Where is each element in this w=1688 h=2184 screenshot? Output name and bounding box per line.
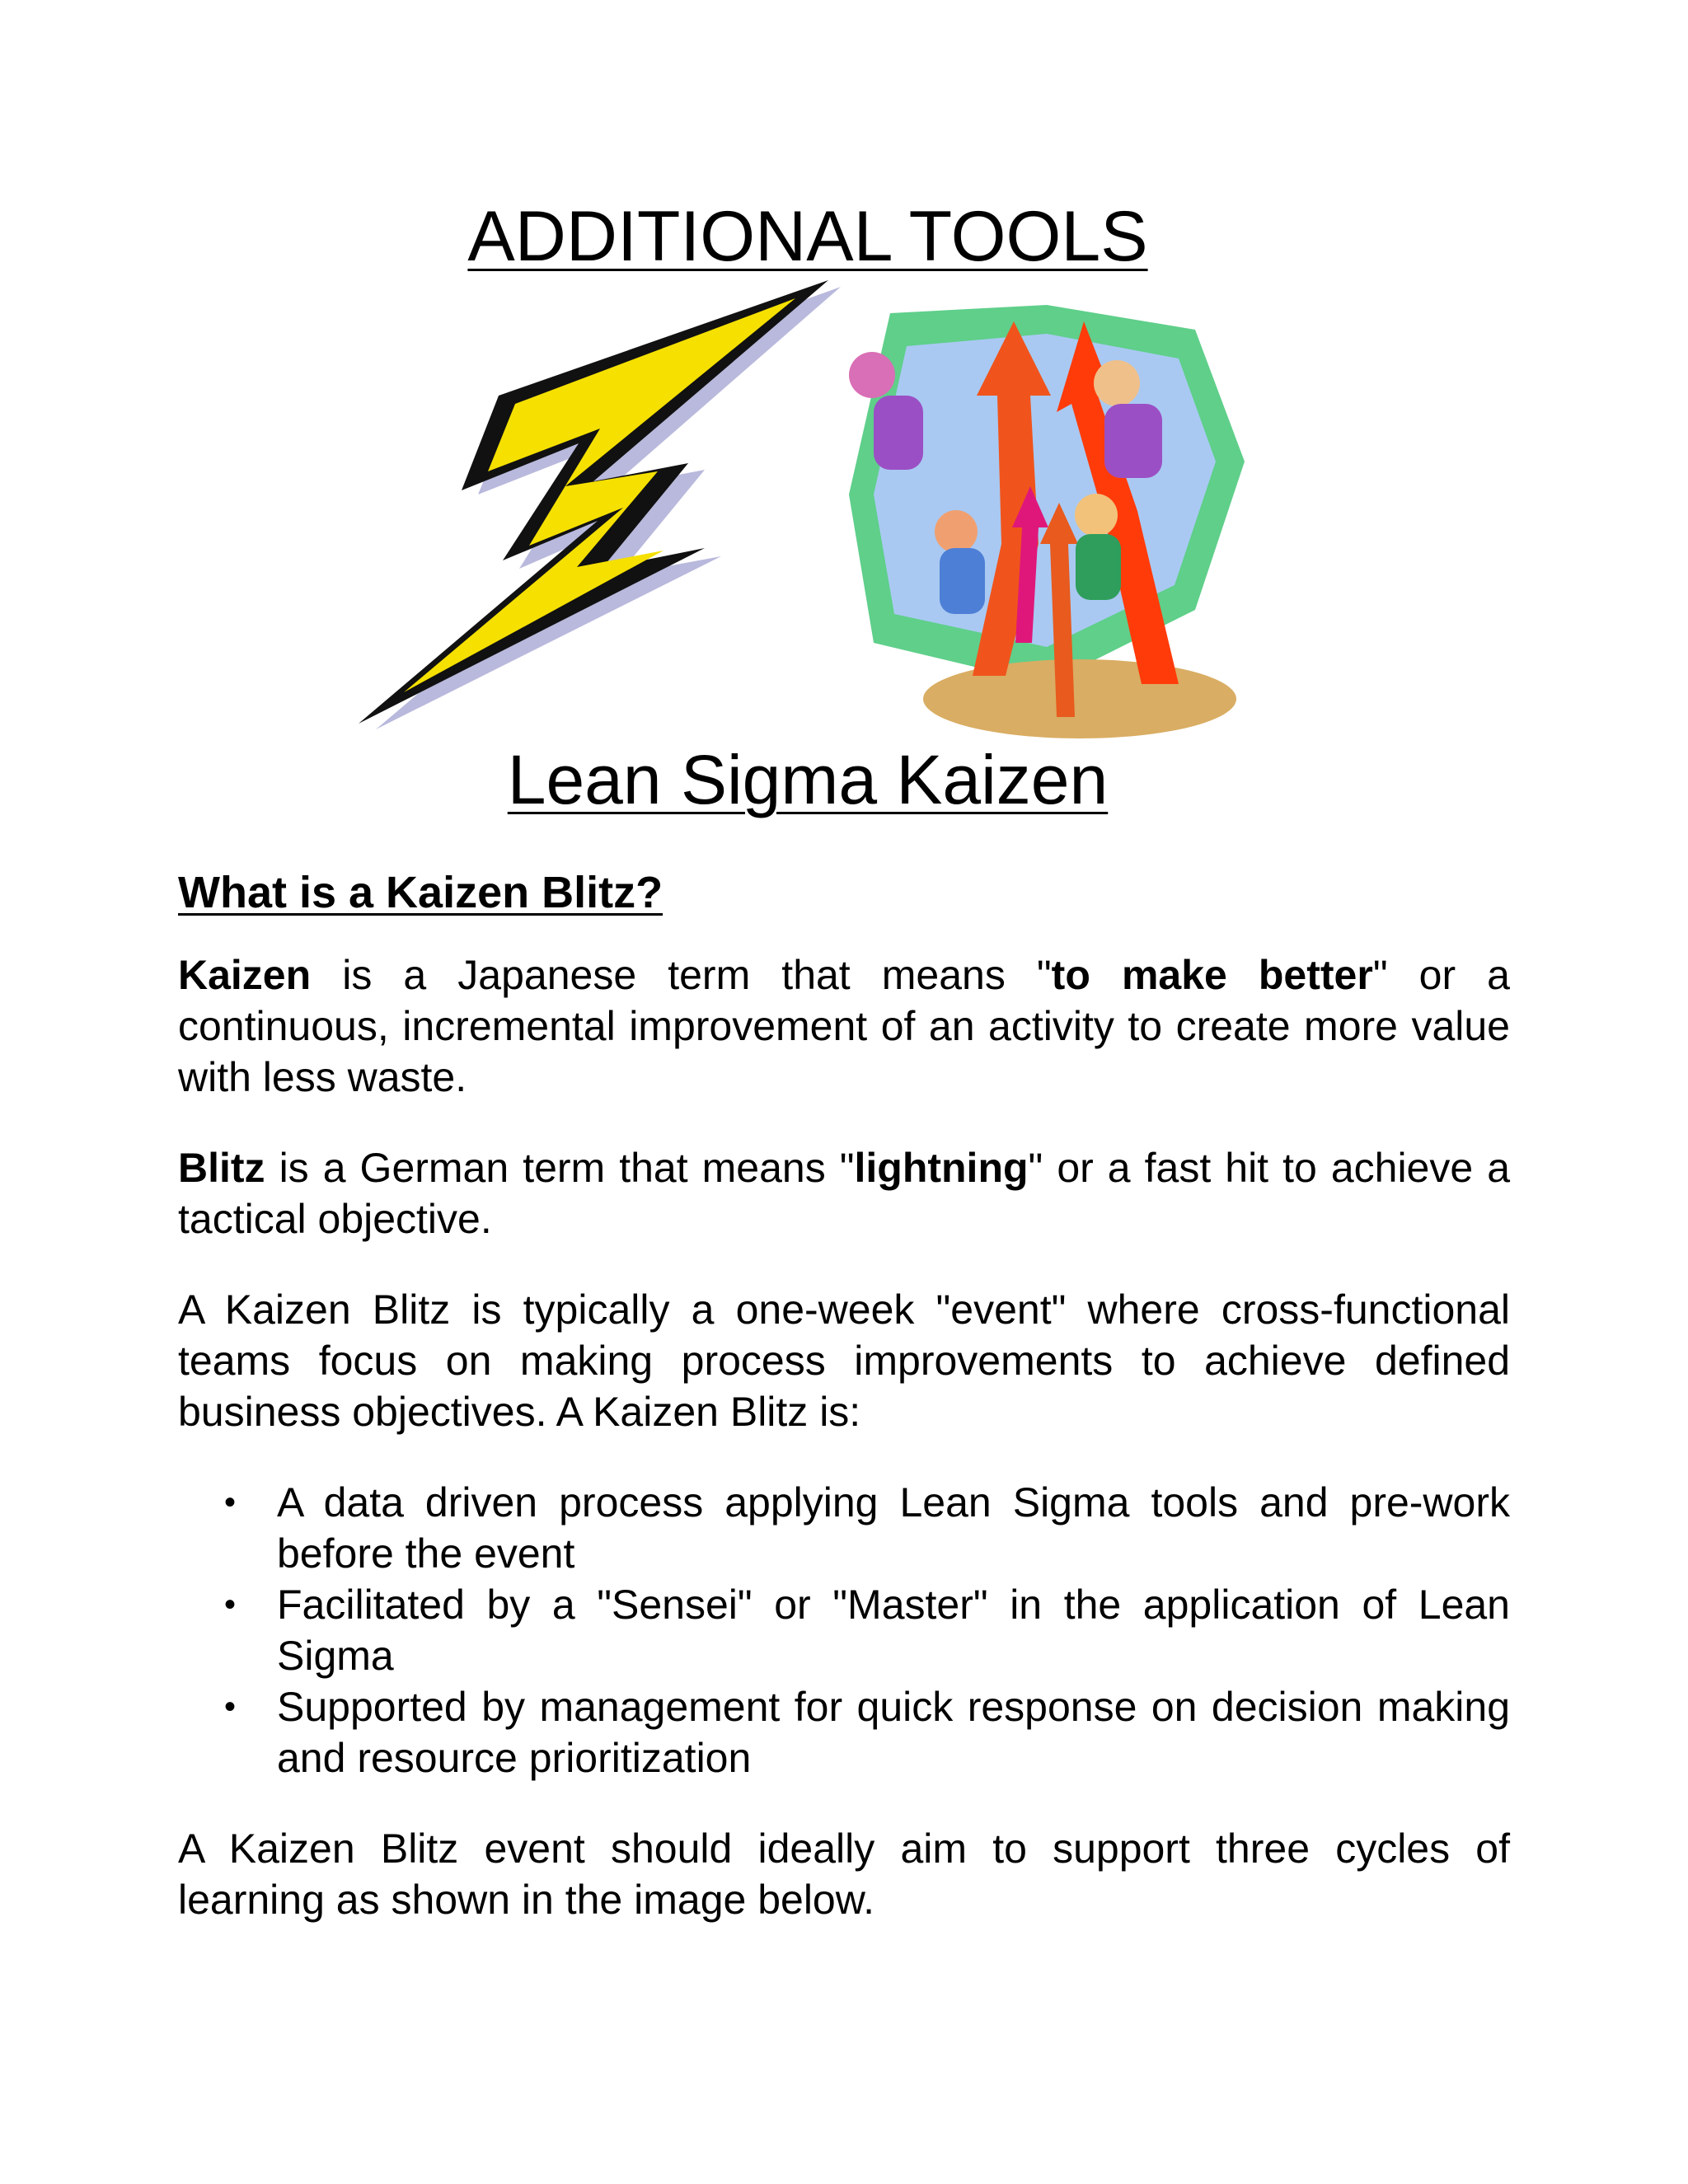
list-item-text: A data driven process applying Lean Sigma tools and pre-work before the event (277, 1479, 1510, 1577)
lightning-bolt-icon (346, 280, 857, 750)
blitz-paragraph (178, 1142, 1510, 1244)
bullet-list (178, 1477, 1510, 1783)
list-item (224, 1681, 1510, 1783)
page-title: ADDITIONAL TOOLS (467, 197, 1148, 276)
list-item (224, 1477, 1510, 1579)
blitz-term: Blitz (178, 1145, 265, 1191)
bullet-icon: • (224, 1484, 237, 1521)
document-body (178, 865, 1510, 1965)
kaizen-term: Kaizen (178, 952, 312, 998)
kaizen-text-2: " or a continuous, incremental improvement of an activity to create more value with less waste. (178, 952, 1510, 1100)
kaizen-paragraph (178, 949, 1510, 1103)
bullet-icon: • (224, 1586, 237, 1623)
people-climbing-arrows-icon (841, 297, 1253, 742)
blitz-text-1: is a German term that means " (265, 1145, 855, 1191)
section-title: Lean Sigma Kaizen (507, 741, 1109, 818)
list-item-text: Facilitated by a "Sensei" or "Master" in the application of Lean Sigma (277, 1582, 1510, 1679)
kaizen-text-1: is a Japanese term that means " (311, 952, 1052, 998)
intro-paragraph: A Kaizen Blitz is typically a one-week "event" where cross-functional teams focus on making process improvements to achieve defined business objectives. A Kaizen Blitz is: (178, 1286, 1510, 1435)
blitz-emphasis: lightning (854, 1145, 1029, 1191)
list-item-text: Supported by management for quick response on decision making and resource prioritization (277, 1684, 1510, 1781)
blitz-text-2: " or a fast hit to achieve a tactical objective. (178, 1145, 1511, 1242)
subheading: What is a Kaizen Blitz? (178, 868, 663, 917)
closing-paragraph: A Kaizen Blitz event should ideally aim to support three cycles of learning as shown in the image below. (178, 1825, 1510, 1923)
list-item (224, 1579, 1510, 1681)
bullet-icon: • (224, 1689, 237, 1725)
kaizen-emphasis: to make better (1051, 952, 1373, 998)
